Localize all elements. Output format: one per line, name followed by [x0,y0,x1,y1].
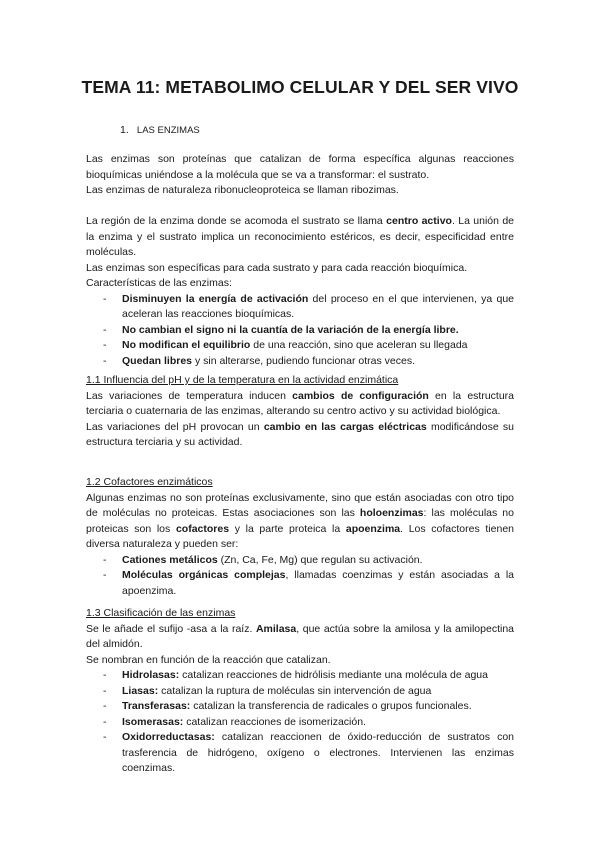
bold-term: cambio en las cargas eléctricas [263,420,427,433]
bold-term-centro-activo: centro activo [386,215,452,227]
bold-term: holoenzimas [359,507,424,519]
s13-paragraph-1 [86,622,514,653]
item-text: de una reacción, sino que aceleran su llegada [250,339,468,351]
s11-paragraph-2 [86,420,514,451]
item-text: catalizan reacciones de hidrólisis mediante una molécula de agua [179,669,488,681]
bold-term: cofactores [175,522,230,535]
item-bold: Quedan libres [122,354,193,367]
intro-block [86,152,514,369]
bold-term: apoenzima [345,522,401,535]
s12-paragraph-1 [86,491,514,553]
section-number: 1. [120,124,129,136]
section-heading-cofactores: 1.2 Cofactores enzimáticos [86,476,213,488]
text-span: modificándose su estructura terciaria y su actividad. [86,420,515,448]
item-text: catalizan reacciones de isomerización. [183,715,366,728]
item-bold: Oxidorreductasas: [122,731,215,743]
item-bold: Transferasas: [122,700,191,712]
section-label: LAS ENZIMAS [136,125,200,136]
text-span: Algunas enzimas no son proteínas exclusivamente, sino que están asociadas con otro tipo de moléculas no proteicas. Estas asociaciones son las [86,491,514,519]
list-item [86,699,514,715]
intro-paragraph-2: Las enzimas de naturaleza ribonucleoproteica se llaman ribozimas. [86,184,399,196]
list-item [86,354,514,370]
item-text: del proceso en el que intervienen, ya que aceleran las reacciones bioquímicas. [122,292,514,320]
document-title: TEMA 11: METABOLIMO CELULAR Y DEL SER VIVO [81,77,519,97]
text-span: Las variaciones del pH provocan un [86,420,264,433]
intro-paragraph-3 [86,214,514,261]
item-text: catalizan reaccionen de óxido-reducción de sustratos con trasferencia de hidrógeno, oxígeno o electrones. Intervienen las enzimas coenzimas. [122,731,514,774]
text-span: Las variaciones de temperatura inducen [86,389,293,402]
bold-term: Amilasa [255,622,297,635]
list-item [86,668,514,684]
item-bold: No cambian el signo ni la cuantía de la variación de la energía libre. [122,323,459,336]
intro-paragraph-5: Características de las enzimas: [86,277,232,289]
text-span: : las moléculas no proteicas son los [86,507,514,535]
list-item [86,715,514,731]
section-heading-enzimas [120,124,200,136]
characteristics-list [86,292,514,370]
text-span: . Los cofactores tienen diversa naturaleza y pueden ser: [86,522,515,550]
item-text: , llamadas coenzimas y están asociadas a la apoenzima. [122,569,515,597]
list-item [86,568,514,599]
item-text: catalizan la ruptura de moléculas sin intervención de agua [158,684,432,697]
item-bold: Hidrolasas: [122,669,180,681]
item-text: y sin alterarse, pudiendo funcionar otras veces. [192,354,415,367]
item-bold: Liasas: [122,684,159,697]
list-item [86,292,514,323]
bold-term: cambios de configuración [292,389,429,402]
section-1-3 [86,606,514,777]
item-bold: Isomerasas: [122,715,184,728]
text-span: , que actúa sobre la amilosa y la amilopectina del almidón. [86,622,514,650]
classification-list [86,668,514,777]
list-item [86,338,514,354]
list-item [86,730,514,777]
item-text: (Zn, Ca, Fe, Mg) que regulan su activación. [217,553,423,566]
list-item [86,684,514,700]
item-bold: Cationes metálicos [122,553,218,566]
section-1-2 [86,475,514,599]
text-span: y la parte proteica la [229,522,346,535]
intro-paragraph-4: Las enzimas son específicas para cada sustrato y para cada reacción bioquímica. [86,261,468,274]
section-heading-ph-temperatura: 1.1 Influencia del pH y de la temperatura en la actividad enzimática [86,374,399,386]
item-text: catalizan la transferencia de radicales o grupos funcionales. [190,700,472,712]
text-span: . La unión de la enzima y el sustrato implica un reconocimiento estéricos, es decir, especificidad entre moléculas. [86,215,515,258]
intro-paragraph-1: Las enzimas son proteínas que catalizan de forma específica algunas reacciones bioquímicas uniéndose a la molécula que se va a transformar: el sustrato. [86,153,514,181]
item-bold: Disminuyen la energía de activación [122,292,309,305]
text-span: en la estructura terciaria o cuaternaria de las enzimas, alterando su centro activo y su actividad biológica. [86,389,515,417]
text-span: Se le añade el sufijo -asa a la raíz. [86,622,256,635]
list-item [86,323,514,339]
text-span: La región de la enzima donde se acomoda el sustrato se llama [86,215,387,227]
cofactors-list [86,553,514,600]
section-1-1 [86,373,514,451]
item-bold: No modifican el equilibrio [122,339,251,351]
list-item [86,553,514,569]
section-heading-clasificacion: 1.3 Clasificación de las enzimas [86,607,236,619]
s13-paragraph-2: Se nombran en función de la reacción que catalizan. [86,653,331,666]
item-bold: Moléculas orgánicas complejas [122,569,286,581]
s11-paragraph-1 [86,389,514,420]
